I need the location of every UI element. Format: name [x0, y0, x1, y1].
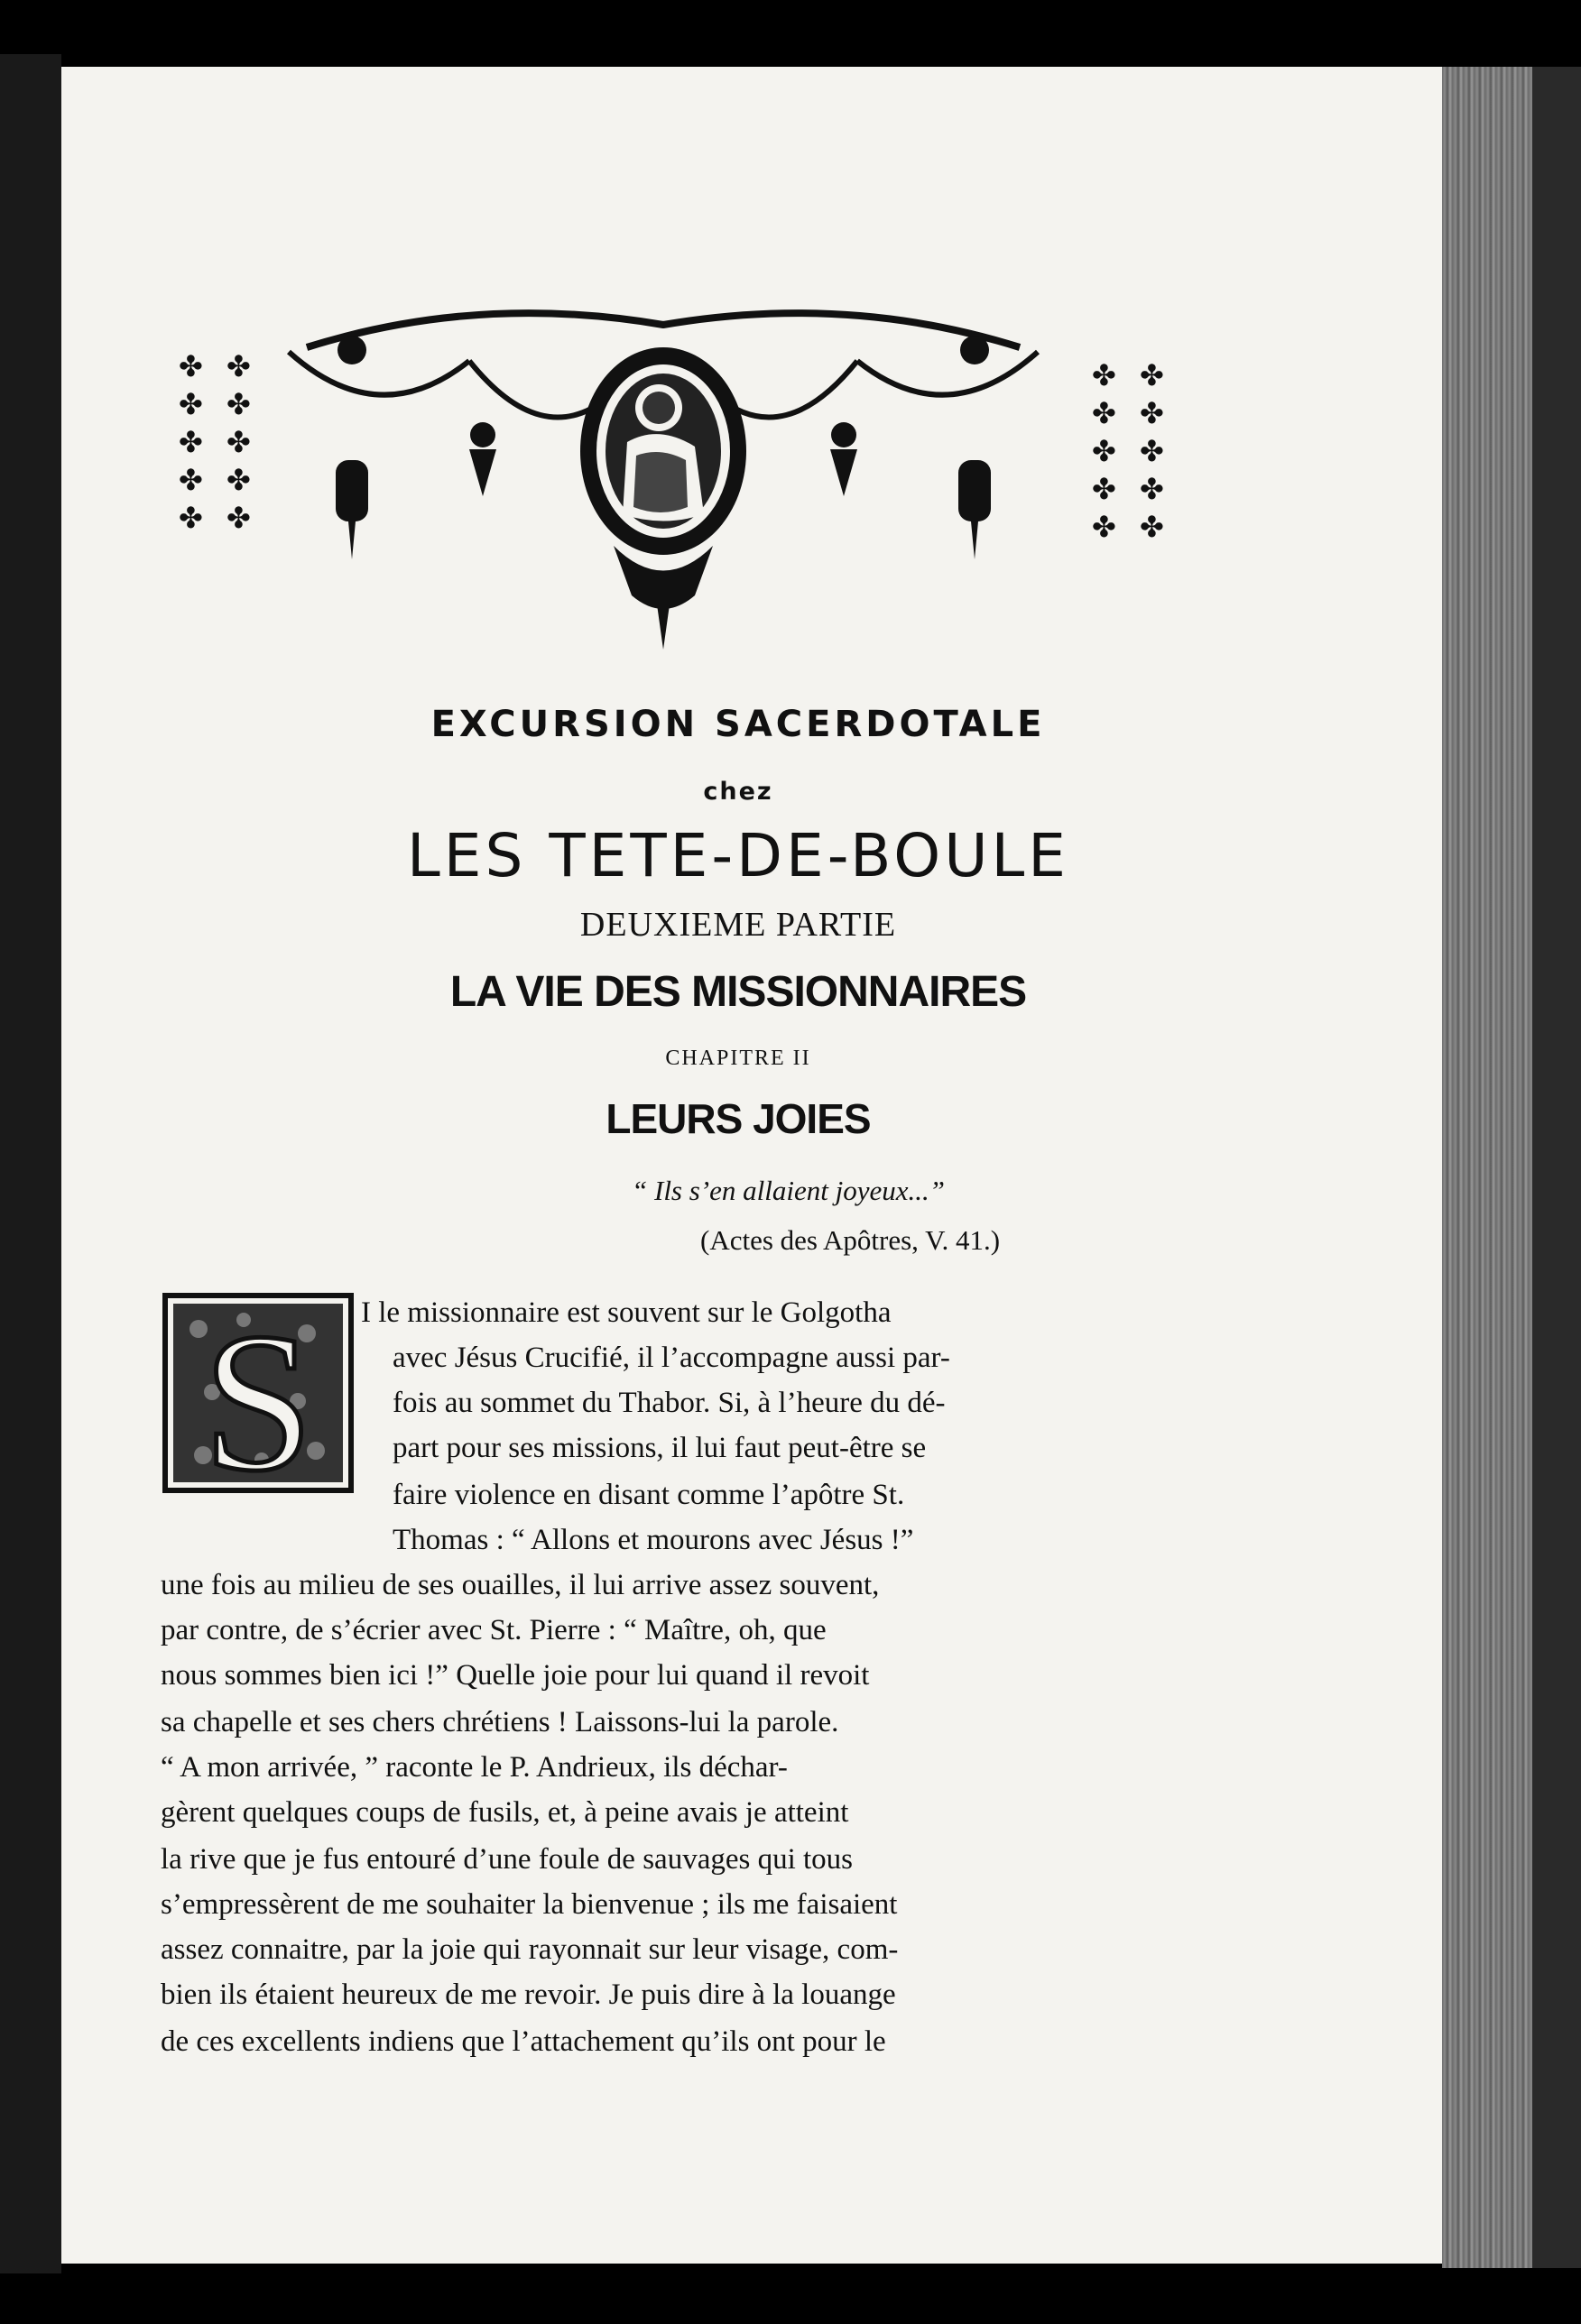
body-line: de ces excellents indiens que l’attachement qu’ils ont pour le: [161, 2025, 886, 2058]
epigraph-quote: “ Ils s’en allaient joyeux...”: [632, 1175, 945, 1206]
facing-page-edge: [0, 54, 61, 2273]
fleuron-icon: ✤ ✤: [1092, 472, 1171, 506]
body-line: avec Jésus Crucifié, il l’accompagne aussi par-: [393, 1342, 950, 1374]
chapter-title: LEURS JOIES: [606, 1095, 871, 1142]
fleuron-icon: ✤ ✤: [179, 387, 258, 421]
section-heading: LA VIE DES MISSIONNAIRES: [449, 968, 1027, 1016]
body-line: bien ils étaient heureux de me revoir. Je puis dire à la louange: [161, 1978, 896, 2011]
fleuron-icon: ✤ ✤: [1092, 434, 1171, 468]
fleuron-icon: ✤ ✤: [179, 501, 258, 535]
dropcap-ornament: [162, 1293, 354, 1493]
body-line: nous sommes bien ici !” Quelle joie pour lui quand il revoit: [161, 1659, 870, 1692]
garland-medallion-ornament: [271, 298, 1056, 650]
fleuron-icon: ✤ ✤: [1092, 358, 1171, 392]
fleuron-icon: ✤ ✤: [179, 349, 258, 383]
book-cover-edge: [1532, 67, 1581, 2268]
fleuron-column-left: [179, 347, 258, 541]
body-line: par contre, de s’écrier avec St. Pierre : “ Maître, oh, que: [161, 1614, 827, 1646]
body-line: “ A mon arrivée, ” raconte le P. Andrieux, ils déchar-: [161, 1751, 788, 1784]
body-line: une fois au milieu de ses ouailles, il lui arrive assez souvent,: [161, 1569, 880, 1601]
heading-excursion: EXCURSION SACERDOTALE: [430, 704, 1046, 745]
part-heading: DEUXIEME PARTIE: [579, 906, 897, 944]
chapter-number: CHAPITRE II: [665, 1047, 811, 1070]
fleuron-icon: ✤ ✤: [179, 425, 258, 459]
body-line: I le missionnaire est souvent sur le Golgotha: [361, 1296, 892, 1329]
body-line: fois au sommet du Thabor. Si, à l’heure du dé-: [393, 1387, 946, 1419]
heading-chez: chez: [703, 778, 773, 806]
body-line: gèrent quelques coups de fusils, et, à peine avais je atteint: [161, 1796, 849, 1829]
body-line: faire violence en disant comme l’apôtre St.: [393, 1479, 905, 1511]
epigraph-source: (Actes des Apôtres, V. 41.): [700, 1224, 1001, 1256]
fleuron-icon: ✤ ✤: [1092, 510, 1171, 544]
body-line: part pour ses missions, il lui faut peut-être se: [393, 1432, 927, 1464]
body-line: assez connaitre, par la joie qui rayonnait sur leur visage, com-: [161, 1933, 899, 1966]
body-line: la rive que je fus entouré d’une foule de sauvages qui tous: [161, 1843, 854, 1876]
body-line: Thomas : “ Allons et mourons avec Jésus !”: [393, 1524, 914, 1556]
dropcap-letter: S: [202, 1293, 314, 1493]
fleuron-icon: ✤ ✤: [179, 463, 258, 497]
body-line: s’empressèrent de me souhaiter la bienvenue ; ils me faisaient: [161, 1888, 898, 1921]
fleuron-column-right: [1092, 356, 1171, 544]
fleuron-icon: ✤ ✤: [1092, 396, 1171, 430]
body-line: sa chapelle et ses chers chrétiens ! Laissons-lui la parole.: [161, 1706, 839, 1738]
page-title: LES TETE-DE-BOULE: [406, 821, 1070, 890]
